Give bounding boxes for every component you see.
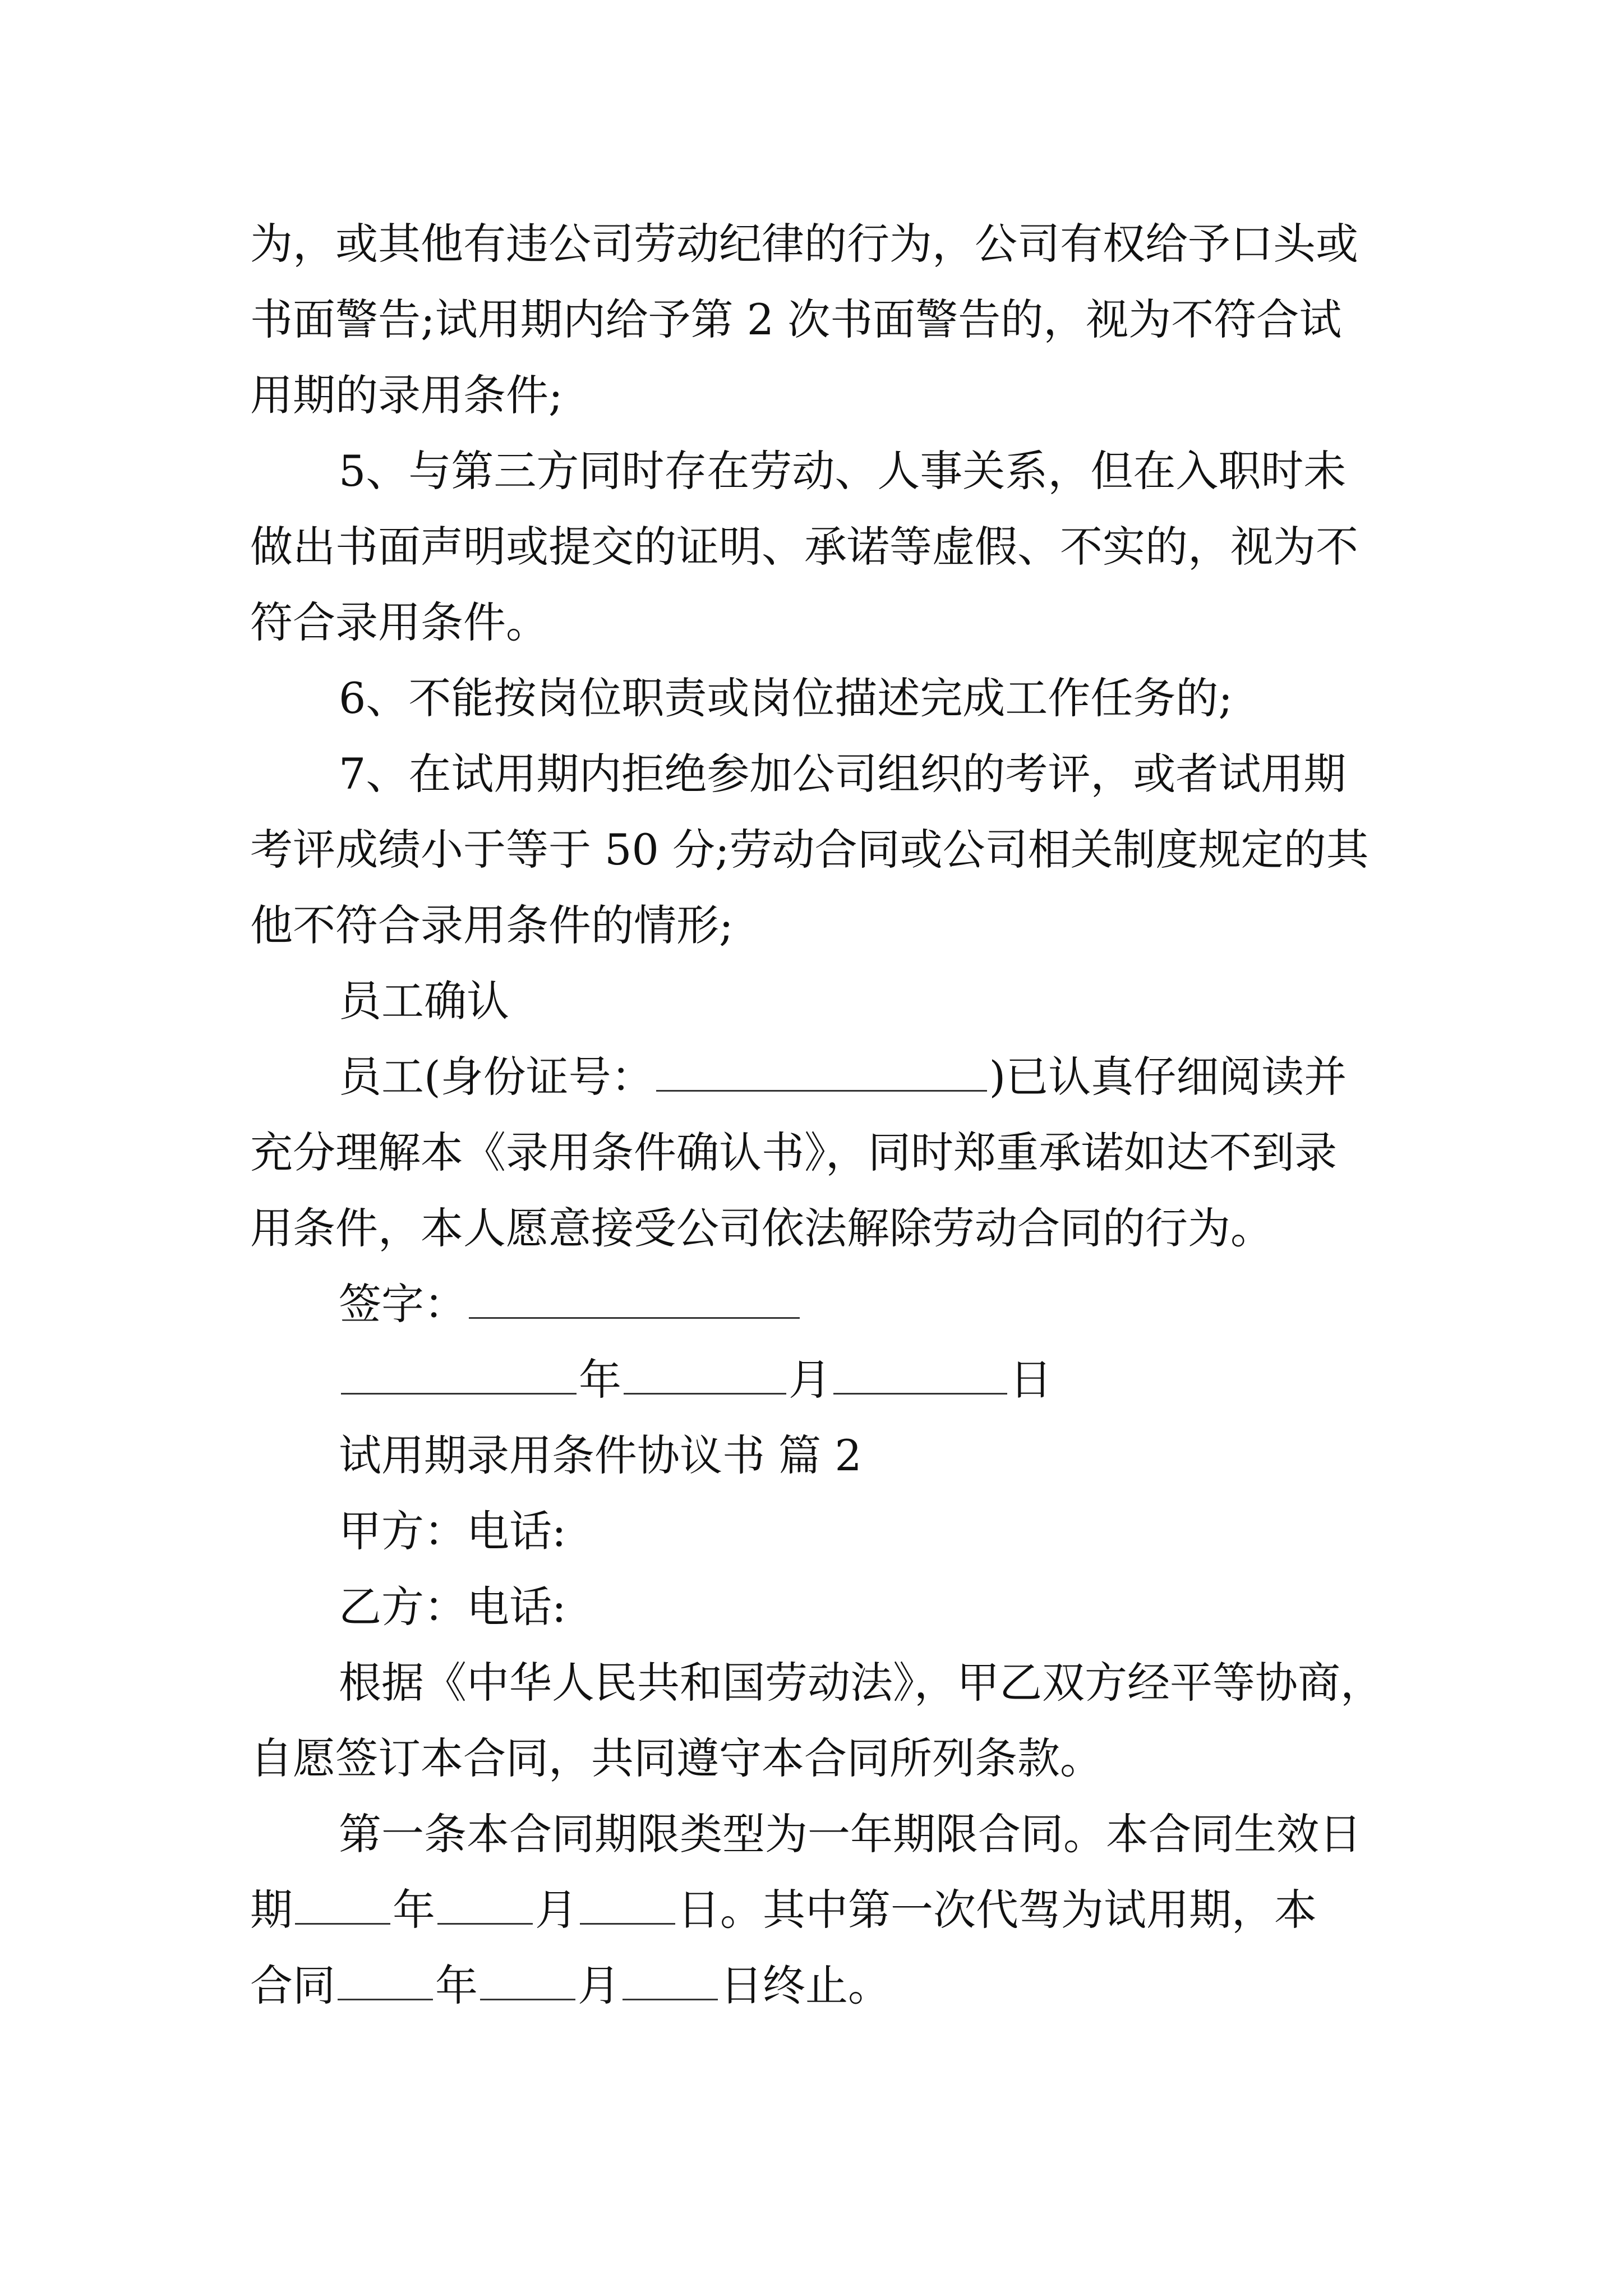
date-year-label: 年 (579, 1355, 621, 1405)
paragraph-line: 他不符合录用条件的情形; (250, 900, 734, 950)
year-blank (341, 1355, 577, 1395)
confirm-line (339, 1049, 1347, 1105)
text-fragment: 日终止。 (720, 1961, 891, 2010)
text-fragment: 日。其中第一次代驾为试用期，本 (677, 1885, 1317, 1935)
paragraph-line: 做出书面声明或提交的证明、承诺等虚假、不实的，视为不 (250, 522, 1358, 572)
paragraph-line: 为，或其他有违公司劳动纪律的行为，公司有权给予口头或 (250, 219, 1358, 269)
text-fragment: 月 (535, 1885, 578, 1935)
signature-blank (469, 1279, 800, 1319)
section-heading: 员工确认 (339, 976, 509, 1026)
confirm-prefix: 员工(身份证号： (339, 1052, 654, 1102)
paragraph-line: 5、与第三方同时存在劳动、人事关系，但在入职时未 (339, 446, 1347, 496)
paragraph-line: 符合录用条件。 (250, 597, 548, 647)
paragraph-line: 7、在试用期内拒绝参加公司组织的考评，或者试用期 (339, 749, 1347, 799)
text-fragment: 月 (578, 1961, 620, 2010)
article1-date-line (250, 1882, 1317, 1938)
paragraph-line: 6、不能按岗位职责或岗位描述完成工作任务的; (339, 673, 1233, 723)
text-fragment: 期 (250, 1885, 293, 1935)
day-blank (580, 1885, 675, 1925)
party-b-line: 乙方：电话: (339, 1582, 566, 1632)
date-month-label: 月 (789, 1355, 831, 1405)
year-blank (295, 1885, 390, 1925)
day-blank (833, 1355, 1007, 1395)
date-line (339, 1352, 1052, 1408)
id-number-blank (656, 1052, 987, 1092)
paragraph-line: 用期的录用条件; (250, 370, 563, 420)
month-blank (624, 1355, 786, 1395)
paragraph-line: 考评成绩小于等于 50 分;劳动合同或公司相关制度规定的其 (250, 825, 1369, 875)
paragraph-line: 自愿签订本合同，共同遵守本合同所列条款。 (250, 1733, 1103, 1783)
paragraph-line: 用条件，本人愿意接受公司依法解除劳动合同的行为。 (250, 1203, 1273, 1253)
month-blank (437, 1885, 533, 1925)
text-fragment: 年 (435, 1961, 478, 2010)
paragraph-line: 充分理解本《录用条件确认书》，同时郑重承诺如达不到录 (250, 1128, 1337, 1177)
paragraph-line: 第一条本合同期限类型为一年期限合同。本合同生效日 (339, 1809, 1362, 1859)
signature-label: 签字： (339, 1279, 467, 1329)
paragraph-line: 根据《中华人民共和国劳动法》，甲乙双方经平等协商， (339, 1658, 1383, 1708)
party-a-line: 甲方：电话: (339, 1506, 566, 1556)
signature-line (339, 1276, 802, 1332)
article1-end-line (250, 1958, 891, 2014)
day-blank (623, 1961, 718, 2000)
paragraph-line: 书面警告;试用期内给予第 2 次书面警告的，视为不符合试 (250, 295, 1342, 344)
date-day-label: 日 (1009, 1355, 1052, 1405)
confirm-suffix: )已认真仔细阅读并 (989, 1052, 1347, 1102)
text-fragment: 年 (393, 1885, 435, 1935)
section-title: 试用期录用条件协议书 篇 2 (339, 1430, 862, 1480)
text-fragment: 合同 (250, 1961, 335, 2010)
year-blank (338, 1961, 433, 2000)
month-blank (480, 1961, 575, 2000)
